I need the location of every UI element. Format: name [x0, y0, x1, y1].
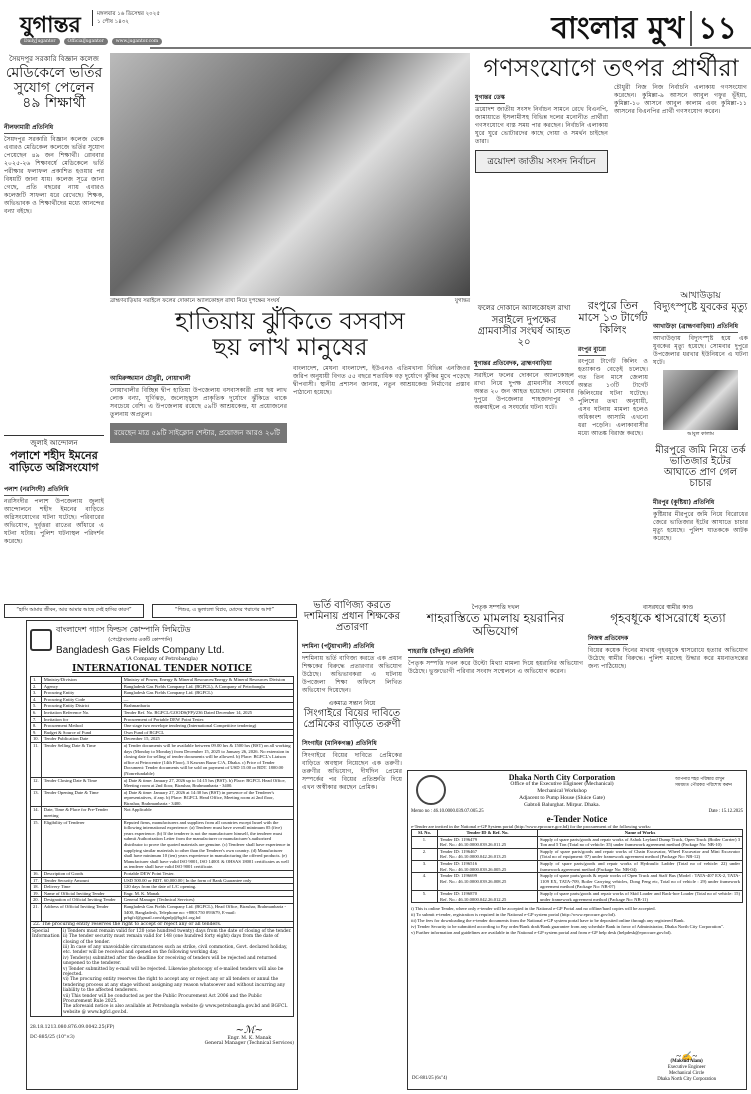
tender-id-cell [438, 873, 538, 891]
row-value: Not Applicable [121, 807, 293, 819]
caption-text: ব্রাহ্মণবাড়িয়ার সরাইলে ফলের দোকানে অ্যালকোহল রাখা নিয়ে দুপক্ষের সংঘর্ষ [110, 298, 280, 304]
byline: যুগান্তর প্রতিবেদক, ব্রাহ্মণবাড়িয়া [474, 358, 552, 370]
story-bride [588, 605, 748, 671]
work-name: Supply of spare parts/goods and repair works of Chain Excavator, Wheel Excavator and Mini Excavator (Total no of equipment: 07) under framework agreement method (Package No: NB-12) [538, 848, 743, 860]
social-links [20, 38, 162, 45]
body-text: নোয়াখালীর বিচ্ছিন্ন দ্বীপ হাতিয়া উপজেলায় বসবাসকারী প্রায় ছয় লাখ লোক বন্যা, ঘূর্ণিঝড়, জলোচ্ছ্বাস প্রাকৃতিক দুর্যোগে ঝুঁকিতে থাকে সবচেয়ে বেশি। এ উপজেলায় রয়েছে ৫৯টি আশ্রয়কেন্দ্র, যা প্রয়োজনের তুলনায় অপ্রতুল। [110, 386, 287, 418]
byline: আখাউড়া (ব্রাহ্মণবাড়িয়া) প্রতিনিধি [653, 321, 738, 333]
col-sl: Sl. No. [412, 830, 438, 837]
highlight-box: রয়েছেন মাত্র ৫৯টি সাইক্লোন শেল্টার, প্রয়োজন আরও ২০টি [110, 423, 287, 443]
signature: ~ℳ~ [235, 1025, 264, 1037]
headline-singair: সিংগাইরে বিয়ের দাবিতে প্রেমিকের বাড়িতে তরুণী [303, 707, 401, 730]
byline: পলাশ (নরসিংদী) প্রতিনিধি [4, 484, 69, 496]
intro: e-Tender are invited in the National e-GP System portal (http://www.eprocure.gov.bd) for the procurement of the following works: [411, 824, 651, 829]
memo-no: Memo no : 46.10.0000.039.07.005.25 [411, 809, 484, 814]
tender-title: INTERNATIONAL TENDER NOTICE [72, 664, 252, 674]
row-value: Bangladesh Gas Fields Company Ltd. (BGFCL), Head Office, Birashar, Brahmanbaria - 3400, Bangladesh, Telephone no: +8801750 093679, E-mail: prbgfcl@gmail.com/dgmlp@bgfcl.org.bd [121, 903, 293, 921]
row-no: 6. [31, 709, 42, 716]
tender-row [412, 836, 743, 848]
work-name: Supply of spare parts/goods & repair works of Open Truck and Staff Bus (Model : TATA-407 EX-2, TATA-1109 EX, TATA-709, Boiler Carrying vehicles, Dong Feng etc, Total no of vehicle : 29) under framework agreement method (Package No: NB-07) [538, 873, 743, 891]
issue-date [92, 10, 160, 26]
tender-row [31, 819, 294, 870]
row-no: 19. [31, 890, 42, 897]
col-tender-id: Tender ID & Ref. No. [438, 830, 538, 837]
body-text: সৈয়দপুর সরকারি বিজ্ঞান কলেজ থেকে এবারও মেডিকেল কলেজে ভর্তির সুযোগ পেয়েছেন ৪৯ জন শিক্ষার্থী। রোববার ২০২৫-২৬ শিক্ষাবর্ষে মেডিকেলে ভর্তি পরীক্ষার ফলাফল প্রকাশিত হওয়ার পর বিষয়টি জানা যায়। কলেজ সূত্রে জানা গেছে, প্রতি বছরের ন্যায় এবারও কলেজটি সাফল্য ধরে রেখেছে। শিক্ষক, অভিভাবক ও শিক্ষার্থীদের মধ্যে আনন্দের বন্যা বইছে। [4, 135, 104, 215]
dncc-seal-icon [416, 775, 446, 805]
signatory-title: Executive Engineer [667, 1065, 706, 1070]
body-text: পৈতৃক সম্পত্তি দখল করে উল্টো মিথ্যা মামলা দিয়ে হয়রানির অভিযোগ উঠেছে। ভুক্তভোগী পরিবার সংবাদ সম্মেলনে এ অভিযোগ করেন। [408, 659, 583, 675]
headline: মেডিকেলে ভর্তির সুযোগ পেলেন ৪৯ শিক্ষার্থী [5, 64, 103, 112]
tender-row [31, 871, 294, 878]
row-no: 15. [31, 819, 42, 870]
row-label: Procurement Method [41, 723, 121, 730]
ref-no: Ref. No.: 46.10.0000.039.26.008.25 [440, 878, 507, 884]
signatory-unit: Mechanical Circle [668, 1071, 705, 1076]
headline: রংপুরে তিন মাসে ১৩ টার্গেট কিলিং [578, 299, 648, 337]
row-no: 10. [31, 736, 42, 743]
row-value: Engr. M. K. Manak [121, 890, 293, 897]
photo-caption: আবুল কালাম [687, 430, 714, 437]
row-no: 3. [31, 690, 42, 697]
tender-title: e-Tender Notice [546, 814, 608, 824]
row-label: Designation of Official Inviting Tender [41, 897, 121, 904]
bgfcl-logo-icon [30, 629, 52, 651]
body-text-2: বাংলাদেশ, মেঘনা বাংলাদেশ, ইউএনও এতিমখানা বিভিন্ন এনজিওর জরিপ অনুযায়ী বিগত ৫৫ বছরে শতাধিক বড় দুর্যোগে ঝুঁকির মুখে পড়েছে দ্বীপবাসী। স্থানীয় প্রশাসন জানায়, নতুন আশ্রয়কেন্দ্র নির্মাণের প্রস্তাব পাঠানো হয়েছে। [293, 364, 470, 396]
date-bangla: ১ পৌষ ১৪৩২ [97, 19, 129, 25]
tender-row [31, 903, 294, 921]
ref-no: Ref. No.: 46.10.0000.039.26.005.25 [440, 866, 507, 872]
row-value: — [121, 696, 293, 703]
story-hatiya [110, 308, 470, 443]
row-value: 120 days from the date of L/C opening. [121, 884, 293, 891]
row-label: Budget & Source of Fund [41, 729, 121, 736]
row-value: General Manager (Technical Services) [121, 897, 293, 904]
signature: ~✍~ [676, 1051, 698, 1061]
section-title: বাংলার মুখ [551, 11, 685, 46]
tender-id: Tender ID: 1196516 [440, 860, 478, 866]
special-item: ii) The tender security must remain valid for 148 (one hundred forty eight) days from the date of closing of the tender. [63, 934, 279, 945]
row-value: Own Fund of BGFCL [121, 729, 293, 736]
news-photo [110, 53, 470, 296]
body-text: ত্রয়োদশ জাতীয় সংসদ নির্বাচন সামনে রেখে বিএনপি, জামায়াতে ইসলামীসহ বিভিন্ন দলের মনোনীত প্রার্থীরা গণসংযোগে ব্যস্ত সময় পার করছেন। নির্বাচনি এলাকায় ঘুরে ঘুরে ভোটারদের কাছে দোয়া ও সমর্থন চাইছেন তারা। [475, 106, 608, 146]
election-box: ত্রয়োদশ জাতীয় সংসদ নির্বাচন [475, 150, 608, 173]
tender-row [31, 807, 294, 819]
story-sarail [474, 305, 574, 412]
body-text: নরসিংদীর পলাশ উপজেলায় জুলাই আন্দোলনে শহীদ ইমনের বাড়িতে অগ্নিসংযোগের ঘটনা ঘটেছে। পরিবারের অভিযোগ, দুর্বৃত্তরা রাতের আঁধারে এ ঘটনা ঘটায়। পুলিশ ঘটনাস্থল পরিদর্শন করেছে। [4, 497, 104, 545]
sl-no: 3. [412, 860, 438, 872]
tender-id-cell [438, 836, 538, 848]
photo-credit: যুগান্তর [454, 298, 470, 304]
tender-id: Tender ID: 1196467 [440, 848, 478, 854]
headline: গৃহবধূকে শ্বাসরোধে হত্যা [610, 610, 726, 625]
row-no: 8. [31, 723, 42, 730]
story-medical [4, 56, 104, 216]
story-akhaura [653, 292, 748, 543]
row-no: 11. [31, 742, 42, 777]
header-rule [150, 47, 751, 49]
row-no: 12. [31, 777, 42, 789]
tender-row [31, 897, 294, 904]
tender-row [31, 709, 294, 716]
company-name-bn: বাংলাদেশ গ্যাস ফিল্ডস কোম্পানি লিমিটেড [56, 625, 191, 634]
row-value: USD 500.00 or BDT. 60,000.00 | In the form of Bank Guarantee only [121, 877, 293, 884]
tender-table [30, 676, 294, 922]
work-name: Supply of spare parts/goods and repair works of Skid Loader and Back-hoe Loader (Total no of vehicle: 15) under framework agreement method (Package No: NB-11) [538, 890, 743, 902]
special-info [30, 928, 294, 1018]
sl-no: 5. [412, 890, 438, 902]
tender-row [31, 690, 294, 697]
body-text: কুষ্টিয়ার মীরপুরে জমি নিয়ে বিরোধের জেরে ভাতিজার ইটের আঘাতে চাচার মৃত্যু হয়েছে। পুলিশ ঘাতককে আটক করেছে। [653, 510, 748, 542]
tender-row [412, 860, 743, 872]
kicker: একমাত্র সন্তান নিয়ে [328, 700, 376, 707]
website-link[interactable]: www.jugantor.com [112, 38, 162, 45]
row-no: 18. [31, 884, 42, 891]
org-name: Dhaka North City Corporation [508, 773, 616, 782]
row-label: Tender Security Amount [41, 877, 121, 884]
tender-row [31, 729, 294, 736]
slogan: সময়মত পৌরকর পরিশোধ করুন [675, 783, 732, 788]
tender-id: Tender ID: 1196699 [440, 873, 478, 879]
note-item: i) This is online Tender, where only e-tender will be accepted in the National e-GP Portal and no offline/hard copies will be accepted. [411, 906, 656, 912]
note-item: iii) The fees for downloading the e-tender documents from the National e-GP system portal have to be deposited online through any registered Bank. [411, 918, 685, 924]
row-label: Tender Publication Date [41, 736, 121, 743]
row-label: Tender Opening Date & Time [41, 789, 121, 807]
kicker: বাসরঘরে স্বামীর কাণ্ড [642, 604, 694, 611]
kicker: আখাউড়ায় [680, 291, 721, 301]
byline: আমিরুজ্জামান চৌধুরী, নোয়াখালী [110, 373, 190, 385]
headline-mirpur: মীরপুরে জমি নিয়ে তর্ক ভাতিজার ইটের আঘাতে প্রাণ গেল চাচার [655, 444, 746, 489]
tender-row [412, 873, 743, 891]
tender-row [31, 696, 294, 703]
tender-row-22: 22. The procuring entity reserves the right to accept or reject any or all tenders. [30, 922, 294, 928]
row-no: 7. [31, 716, 42, 723]
byline: রংপুর ব্যুরো [578, 344, 606, 356]
row-label: Tender Selling Date & Time [41, 742, 121, 777]
company-name-en: Bangladesh Gas Fields Company Ltd. [56, 645, 225, 656]
signatory-name: Engr. M. K. Manak [227, 1036, 272, 1042]
col-works: Name of Works [538, 830, 743, 837]
byline: শাহরাস্তি (চাঁদপুর) প্রতিনিধি [408, 646, 474, 658]
byline: দশমিনা (পটুয়াখালী) প্রতিনিধি [302, 641, 374, 653]
row-value: Reputed firms, manufacturers and suppliers from all countries except Israel with the following international experience: (a) Tenderer must have overall minimum 05 (five) years experience. (b) If the tenderer is not the manufacturer himself, the tenderer must submit Authorization Letter from the manufacturer or manufacturer's authorized distributor to prove the quoted materials are genuine. (c) Tenderer shall have experience in supplying similar materials to other than the Tenderer's own country. (d) Manufacturer shall have minimum 10 (ten) years experience in manufacturing the offered products. (e) Manufacturer shall have valid ISO 9001, ISO 14001 & OHSAS 18001 certificates as well as tenderer shall have valid ISO 9001 certificate. [121, 819, 293, 870]
row-label: Description of Goods [41, 871, 121, 878]
tender-row [31, 723, 294, 730]
slogan: আপনার শহর পরিষ্কার রাখুন [675, 777, 725, 782]
byline: যুগান্তর ডেস্ক [475, 92, 505, 104]
row-label: Delivery Time [41, 884, 121, 891]
row-label: Name of Official Inviting Tender [41, 890, 121, 897]
tender-row [31, 884, 294, 891]
row-label: Eligibility of Tenderer [41, 819, 121, 870]
work-name: Supply of spare parts/goods and repair works of Hydraulic Ladder (Total no of vehicle: 22) under framework agreement method (Package No: NB-04) [538, 860, 743, 872]
sl-no: 4. [412, 873, 438, 891]
note-item: v) Further information and guidelines are available in the National e-GP system portal and from e-GP help desk (helpdesk@eprocure.gov.bd). [411, 930, 672, 936]
tender-row [31, 789, 294, 807]
tender-row [412, 890, 743, 902]
row-no: 5. [31, 703, 42, 710]
tender-row [31, 683, 294, 690]
youtube-link[interactable]: OfficialJugantor [64, 38, 108, 45]
work-name: Supply of spare parts/goods and repair works of Ashok Leyland Dump Truck, Open Truck (Boiler Carrier) 3 Ton and 5 Ton (Total no of vehicle: 35) under framework agreement method (Package No: NB-10) [538, 836, 743, 848]
logo-text: যুগান্তর [20, 13, 81, 38]
row-label: Procuring Entity [41, 690, 121, 697]
row-value: Brahmanbaria [121, 703, 293, 710]
row-no: 9. [31, 729, 42, 736]
row-label: Ministry/Division [41, 677, 121, 684]
dncc-tender-table [411, 829, 743, 903]
tender-row [31, 677, 294, 684]
row-value: a) Tender documents will be available between 09.00 hrs & 1500 hrs (BST) on all working days (Monday to Monday) from December 15, 2025 to January 26, 2026. No extension in closing date for selling of tender documents will be allowed. b) Place: BGFCL's Liaison office at Petrocentre (14th Floor), 3 Kawran Bazar C/A, Dhaka. c) Price of Tender Document: Tender documents will be sold on payment of USD 15.00 or BDT. 1800.00 (Nonrefundable) [121, 742, 293, 777]
quote-box: “শিশুর, এ ভুলালো বিপ্লব, মোদের পরাণের আশা” [152, 604, 297, 618]
notice-date: Date : 15.12.2025 [708, 809, 743, 814]
row-no: 1. [31, 677, 42, 684]
row-no: 20. [31, 897, 42, 904]
headline: গণসংযোগে তৎপর প্রার্থীরা [483, 54, 739, 82]
tender-row [31, 742, 294, 777]
byline: মীরপুর (কুষ্টিয়া) প্রতিনিধি [653, 497, 714, 509]
headline-line1: হাতিয়ায় ঝুঁকিতে বসবাস [175, 307, 405, 335]
tender-id-cell [438, 860, 538, 872]
row-label: Invitation for [41, 716, 121, 723]
dc-no: DC-881/25 (6x"4) [412, 1076, 448, 1081]
row-label: Invitation Reference No. [41, 709, 121, 716]
row-value: Procurement of Portable DEW Point Tester. [121, 716, 293, 723]
special-item: vii) This tender will be conducted as per the Public Procurement Act 2006 and the Public Procurement Rule 2025. [63, 993, 262, 1005]
body-text-2: চৌধুরী নিজ নিজ নির্বাচনি এলাকায় গণসংযোগ করেছেন। কুমিল্লা-৯ আসনে আবুল গফুর ভূঁইয়া, কুমিল্লা-১০ আসনে আবুল কালাম এবং কুমিল্লা-১১ আসনের বিএনপির প্রার্থী গণসংযোগ করেন। [614, 84, 747, 116]
story-palash [4, 440, 104, 546]
row-value: December 15, 2025 [121, 736, 293, 743]
signatory-name: (Maksud Alam) [670, 1059, 703, 1064]
tender-id-cell [438, 890, 538, 902]
row-label: Agency [41, 683, 121, 690]
special-item: iv) Tender(s) submitted after the deadline for receiving of tenders will be rejected and returned unopened to the tenderer. [63, 955, 277, 967]
body-text: সরাইলে ফলের দোকানে অ্যালকোহল রাখা নিয়ে দুপক্ষ গ্রামবাসীর সংঘর্ষে অন্তত ২০ জন আহত হয়েছেন। সোমবার দুপুরে উপজেলার শাহজাদাপুর ও অরুয়াইলে এ সংঘর্ষের ঘটনা ঘটে। [474, 371, 574, 411]
address-line2: Gabtoli Balurghat. Mirpur. Dhaka. [524, 802, 600, 808]
headline: শাহরাস্তিতে মামলায় হয়রানির অভিযোগ [426, 610, 565, 638]
row-no: 4. [31, 696, 42, 703]
note-item: iv) Tender Security to be submitted according to Pay order/Bank draft/Bank guarantee from any schedule Bank in favor of Administrator, Dhaka North City Corporation". [411, 924, 724, 930]
headline-line2: ছয় লাখ মানুষের [212, 333, 368, 362]
kicker: জুলাই আন্দোলন [30, 439, 78, 447]
body-text: রংপুরে টার্গেট কিলিং ও হত্যাকাণ্ড বেড়েই চলেছে। গত তিন মাসে জেলায় অন্তত ১৩টি টার্গেট কিলিংয়ের ঘটনা ঘটেছে। পুলিশের তথ্য অনুযায়ী, এসব ঘটনায় মামলা হলেও অধিকাংশ আসামি এখনো ধরা পড়েনি। এলাকাবাসীর মধ্যে আতঙ্ক বিরাজ করছে। [578, 358, 648, 438]
date-gregorian: মঙ্গলবার ১৬ ডিসেম্বর ২০২৫ [97, 11, 160, 17]
story-dashmina [302, 600, 402, 792]
ref-no: Ref. No.: 46.10.0000.042.26.013.25 [440, 854, 507, 860]
byline: সিংগাইর (মানিকগঞ্জ) প্রতিনিধি [302, 738, 377, 750]
row-value: Bangladesh Gas Fields Company Ltd. (BGFCL) [121, 690, 293, 697]
row-value: a) Date & time: January 27, 2026 at 14:30 hrs (BST) in presence of the Tenderer's representatives, if any. b) Place: BGFCL Head Office, Meeting room at 2nd floor, Birashar, Brahmanbaria - 3400. [121, 789, 293, 807]
row-no: 16. [31, 871, 42, 878]
ref-no: Ref. No.: 46.10.0000.042.26.012.25 [440, 896, 507, 902]
sl-no: 2. [412, 848, 438, 860]
row-label: Tender Closing Date & Time [41, 777, 121, 789]
office: Office of the Executive Engineer (Mechanical) [510, 781, 614, 787]
row-value: Tender Ref. No. BGFCL/GOODS(FP)/236 Dated December 14, 2025 [121, 709, 293, 716]
bgfcl-tender-ad [26, 620, 298, 1090]
tender-id: Tender ID: 1196479 [440, 836, 478, 842]
unit: Mechanical Workshop [537, 788, 587, 794]
row-label: Date, Time & Place for Pre-Tender meeting [41, 807, 121, 819]
tender-id-cell [438, 848, 538, 860]
row-no: 21. [31, 903, 42, 921]
tender-row [31, 736, 294, 743]
row-value: Portable DEW Point Tester. [121, 871, 293, 878]
row-value: a) Date & time: January 27, 2026 up to 14:15 hrs (BST). b) Place: BGFCL Head Office, Meeting room at 2nd floor, Birashar, Brahmanbaria - 3400. [121, 777, 293, 789]
tender-row [31, 890, 294, 897]
story-campaign [475, 55, 747, 177]
signatory-org: Dhaka North City Corporation [657, 1077, 716, 1082]
row-label: Procuring Entity Code [41, 696, 121, 703]
row-value: Bangladesh Gas Fields Company Ltd. (BGFCL), A Company of Petrobangla [121, 683, 293, 690]
dc-no: DC-885/25 (10"×3) [30, 1035, 75, 1041]
photo-caption [110, 298, 470, 306]
facebook-link[interactable]: DailyJugantor [20, 38, 60, 45]
headline: ভর্তি বাণিজ্য করতে দশমিনায় প্রধান শিক্ষকের প্রতারণা [303, 600, 401, 633]
kicker: পৈতৃক সম্পত্তি দখল [471, 604, 520, 611]
note-item: ii) To submit e-tender, registration is required in the National e-GP system portal (http://www.eprocure.gov.bd). [411, 912, 616, 918]
tender-row [31, 777, 294, 789]
special-item: vi) The procuring entity reserves the right to accept any or reject any or all tenders or annul the tendering process at any stage without assigning any reason whatsoever and without incurring any liability to the affected tenderers. [63, 977, 286, 994]
kicker: ফলের দোকানে অ্যালকোহল রাখা [477, 304, 571, 312]
row-value: Ministry of Power, Energy & Mineral Resources/Energy & Mineral Resources Division [121, 677, 293, 684]
tender-row [31, 716, 294, 723]
body-text: আখাউড়ায় বিদ্যুৎস্পৃষ্ট হয়ে এক যুবকের মৃত্যু হয়েছে। সোমবার দুপুরে উপজেলার ধরখার ইউনিয়নে এ ঘটনা ঘটে। [653, 334, 748, 366]
tender-id: Tender ID: 1196870 [440, 890, 478, 896]
signatory-title: General Manager (Technical Services) [204, 1041, 294, 1047]
story-shahrasti [408, 605, 583, 676]
address-line1: Adjacent to Pump House (Sluice Gate) [519, 795, 605, 801]
headline: বিদ্যুৎস্পৃষ্টে যুবকের মৃত্যু [653, 301, 748, 313]
byline: নিজস্ব প্রতিবেদক [588, 633, 628, 645]
row-label: Procuring Entity District [41, 703, 121, 710]
row-no: 17. [31, 877, 42, 884]
row-value: One stage two envelope tendering (International Competitive tendering) [121, 723, 293, 730]
company-sub-bn: (পেট্রোবাংলার একটি কোম্পানি) [108, 637, 173, 643]
headline: পলাশে শহীদ ইমনের বাড়িতে অগ্নিসংযোগ [9, 448, 99, 474]
memo-no: 28.18.1213.080.876.09.0042.25(FP) [30, 1025, 115, 1031]
row-no: 13. [31, 789, 42, 807]
sl-no: 1. [412, 836, 438, 848]
row-label: Address of Official Inviting Tender [41, 903, 121, 921]
body-text: দশমিনায় ভর্তি বাণিজ্য করতে এক প্রধান শিক্ষকের বিরুদ্ধে প্রতারণার অভিযোগ উঠেছে। অভিভাবকরা এ ঘটনায় উপজেলা শিক্ষা অফিসে লিখিত অভিযোগ দিয়েছেন। [302, 655, 402, 694]
body-text: বিয়ের কয়েক দিনের মাথায় গৃহবধূকে শ্বাসরোধে হত্যার অভিযোগ উঠেছে স্বামীর বিরুদ্ধে। পুলিশ মরদেহ উদ্ধার করে ময়নাতদন্তের জন্য পাঠিয়েছে। [588, 646, 748, 670]
special-item: The aforesaid notice is also available at Petrobangla website @ www.petrobangla.gov.bd and BGFCL website @ www.bgfcl.gov.bd. [63, 1004, 288, 1015]
body-text: সিংগাইরে বিয়ের দাবিতে প্রেমিকের বাড়িতে অবস্থান নিয়েছেন এক তরুণী। তরুণীর অভিযোগ, দীর্ঘদিন প্রেমের সম্পর্কের পর বিয়ের প্রতিশ্রুতি দিয়ে এখন অস্বীকার করছেন প্রেমিক। [302, 751, 402, 791]
story-rangpur [578, 300, 648, 438]
special-label: Special Information [32, 928, 60, 939]
page-number: ১১ [690, 11, 737, 46]
special-item: i) Tenders must remain valid for 120 (one hundred twenty) days from the date of closing of the tender. [63, 928, 292, 934]
bgfcl-header [30, 624, 294, 656]
ref-no: Ref. No.: 46.10.0000.039.26.011.25 [440, 842, 507, 848]
headline: সরাইলে দুপক্ষের গ্রামবাসীর সংঘর্ষ আহত ২০ [477, 314, 571, 348]
divider [4, 435, 104, 436]
quote-box: “হাসি আমার জীবন, আর আমার আছে সেই হাসির কারণ” [4, 604, 144, 618]
special-item: v) Tender submitted by e-mail will be rejected. Likewise photocopy of e-mailed tenders will also be rejected. [63, 966, 284, 977]
tender-row [412, 848, 743, 860]
portrait-photo [663, 370, 738, 430]
special-item: iii) In case of any unavoidable circumstances such as strike, civil commotion, Govt. declared holiday, etc. tender will be received and opened on the following working day. [63, 944, 288, 956]
row-no: 2. [31, 683, 42, 690]
kicker: সৈয়দপুর সরকারি বিজ্ঞান কলেজ [9, 55, 99, 63]
byline: নীলফামারী প্রতিনিধি [4, 122, 53, 134]
row-no: 14. [31, 807, 42, 819]
company-sub-en: (A Company of Petrobangla) [126, 656, 198, 662]
tender-row [31, 703, 294, 710]
dncc-tender-ad [407, 770, 747, 1090]
tender-row [31, 877, 294, 884]
bgfcl-footer [30, 1025, 294, 1046]
